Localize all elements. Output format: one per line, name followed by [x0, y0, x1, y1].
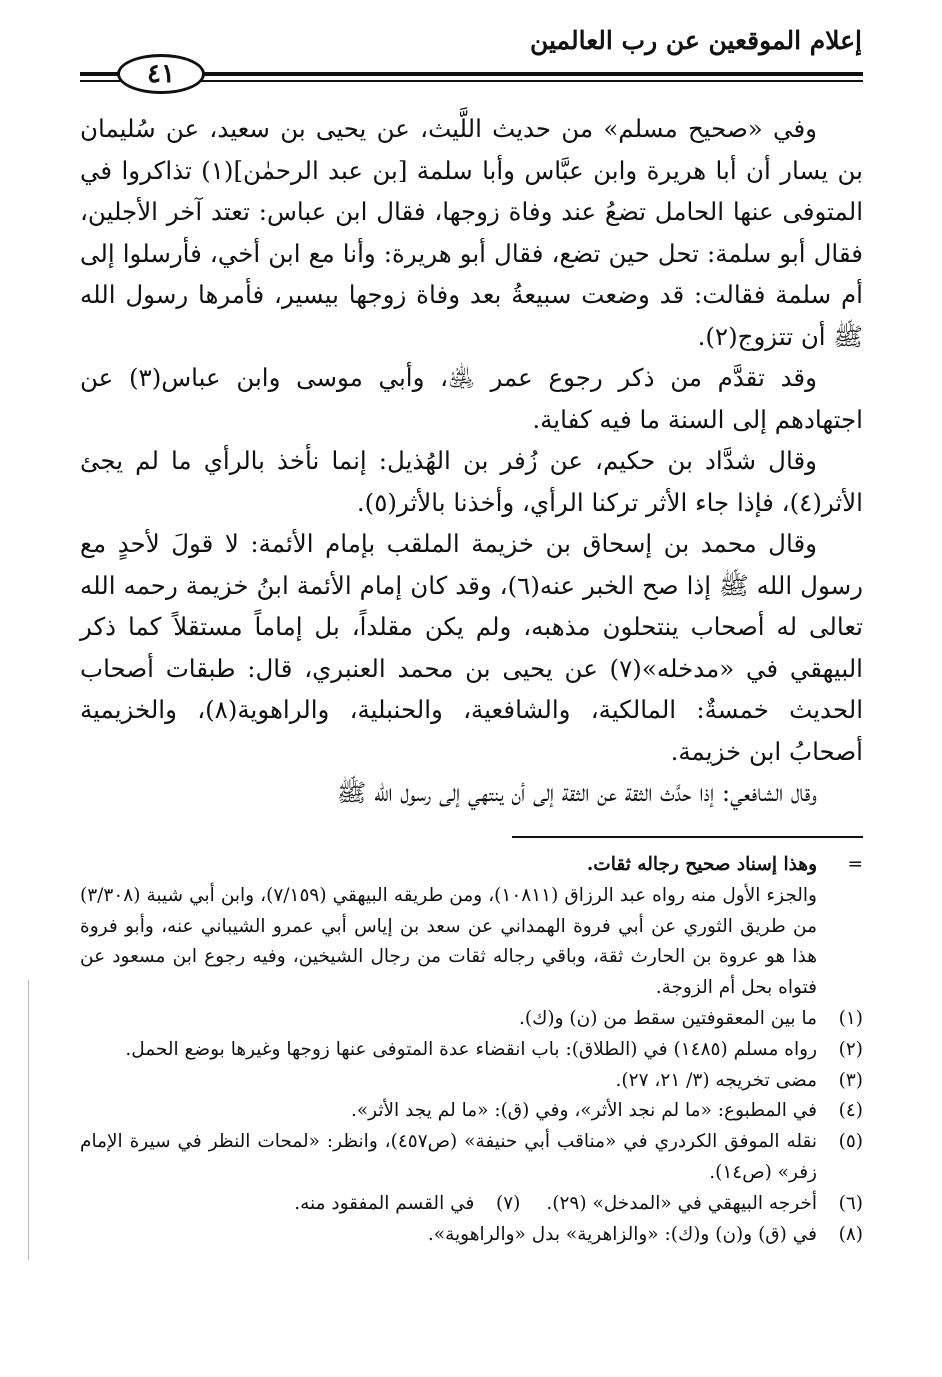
footnote-text: أخرجه البيهقي في «المدخل» (٢٩).: [546, 1192, 817, 1214]
footnote-item: [80, 1004, 863, 1035]
paragraph-2: وقد تقدَّم من ذكر رجوع عمر ﵁، وأبي موسى وابن عباس(٣) عن اجتهادهم إلى السنة ما فيه كفاية.: [80, 363, 863, 434]
footnote-item: [80, 1127, 863, 1189]
continuation-mark: =: [847, 854, 863, 875]
footnote-text: ما بين المعقوفتين سقط من (ن) و(ك).: [519, 1007, 817, 1029]
footnote-number: (٤): [838, 1100, 863, 1122]
page-number-oval: [117, 54, 205, 94]
footnote-divider: [512, 836, 863, 838]
footnote-item: [80, 1066, 863, 1097]
scan-margin-line: [28, 980, 29, 1260]
footnote-number: (٨): [838, 1223, 863, 1245]
footnote-text: مضى تخريجه (٣/ ٢١، ٢٧).: [615, 1069, 817, 1091]
footnote-text: في القسم المفقود منه.: [294, 1192, 475, 1214]
footnote-number: (٣): [838, 1069, 863, 1091]
footnote-item-pair: [80, 1189, 863, 1220]
footnotes: [80, 850, 863, 1250]
paragraph-3: وقال شدَّاد بن حكيم، عن زُفر بن الهُذيل: إنما نأخذ بالرأي ما لم يجئ الأثر(٤)، فإذا جاء الأثر تركنا الرأي، وأخذنا بالأثر(٥).: [80, 446, 863, 517]
footnote-number: (٥): [838, 1131, 863, 1153]
footnote-number: (١): [838, 1007, 863, 1029]
footnote-text: في المطبوع: «ما لم نجد الأثر»، وفي (ق): «ما لم يجد الأثر».: [350, 1100, 817, 1122]
footnote-number: (٧): [495, 1192, 521, 1214]
footnote-number: (٢): [838, 1038, 863, 1060]
main-text: [80, 108, 863, 814]
running-header-title: إعلام الموقعين عن رب العالمين: [529, 26, 862, 55]
paragraph-4: وقال محمد بن إسحاق بن خزيمة الملقب بإمام الأئمة: لا قولَ لأحدٍ مع رسول الله ﷺ إذا صح الخبر عنه(٦)، وقد كان إمام الأئمة ابنُ خزيمة رحمه الله تعالى له أصحاب ينتحلون مذهبه، ولم يكن مقلداً، بل إماماً مستقلاً كما ذكر البيهقي في «مدخله»(٧) عن يحيى بن محمد العنبري، قال: طبقات أصحاب الحديث خمسةٌ: المالكية، والشافعية، والحنبلية، والراهوية(٨)، والخزيمية أصحابُ ابن خزيمة.: [80, 529, 863, 766]
continuation-bold: وهذا إسناد صحيح رجاله ثقات.: [586, 854, 817, 875]
footnote-item: [80, 1096, 863, 1127]
footnote-text: في (ق) و(ن) و(ك): «والزاهرية» بدل «والراهوية».: [427, 1223, 817, 1245]
footnote-continuation: [80, 850, 863, 881]
continuation-text: والجزء الأول منه رواه عبد الرزاق (١٠٨١١)، ومن طريقه البيهقي (٧/١٥٩)، وابن أبي شيبة (٣/٣٠٨) من طريق الثوري عن أبي فروة الهمداني عن سعد بن إياس أبي عمرو الشيباني عنه، وأبو فروة هذا هو عروة بن الحارث ثقة، وباقي رجاله ثقات من رجال الشيخين، وفيه رجوع ابن مسعود عن فتواه بحل أم الزوجة.: [80, 884, 817, 999]
footnote-item: [80, 1220, 863, 1251]
paragraph-1: وفي «صحيح مسلم» من حديث اللَّيث، عن يحيى بن سعيد، عن سُليمان بن يسار أن أبا هريرة وابن عبَّاس وأبا سلمة [بن عبد الرحمٰن](١) تذاكروا في المتوفى عنها الحامل تضعُ عند وفاة زوجها، فقال ابن عباس: تعتد آخر الأجلين، فقال أبو سلمة: تحل حين تضع، فقال أبو هريرة: وأنا مع ابن أخي، فأرسلوا إلى أم سلمة فقالت: قد وضعت سبيعةُ بعد وفاة زوجها بيسير، فأمرها رسول الله ﷺ أن تتزوج(٢).: [80, 114, 863, 351]
paragraph-5: وقال الشافعي: إذا حدَّث الثقة عن الثقة إلى أن ينتهي إلى رسول الله ﷺ: [336, 778, 817, 807]
footnote-text: رواه مسلم (١٤٨٥) في (الطلاق): باب انقضاء عدة المتوفى عنها زوجها وغيرها بوضع الحمل.: [125, 1038, 817, 1060]
footnote-item: [80, 1035, 863, 1066]
page-number: ٤١: [147, 59, 175, 89]
footnote-text: نقله الموفق الكردري في «مناقب أبي حنيفة» (ص٤٥٧)، وانظر: «لمحات النظر في سيرة الإمام زفر» (ص١٤).: [80, 1131, 818, 1183]
footnote-number: (٦): [838, 1192, 863, 1214]
